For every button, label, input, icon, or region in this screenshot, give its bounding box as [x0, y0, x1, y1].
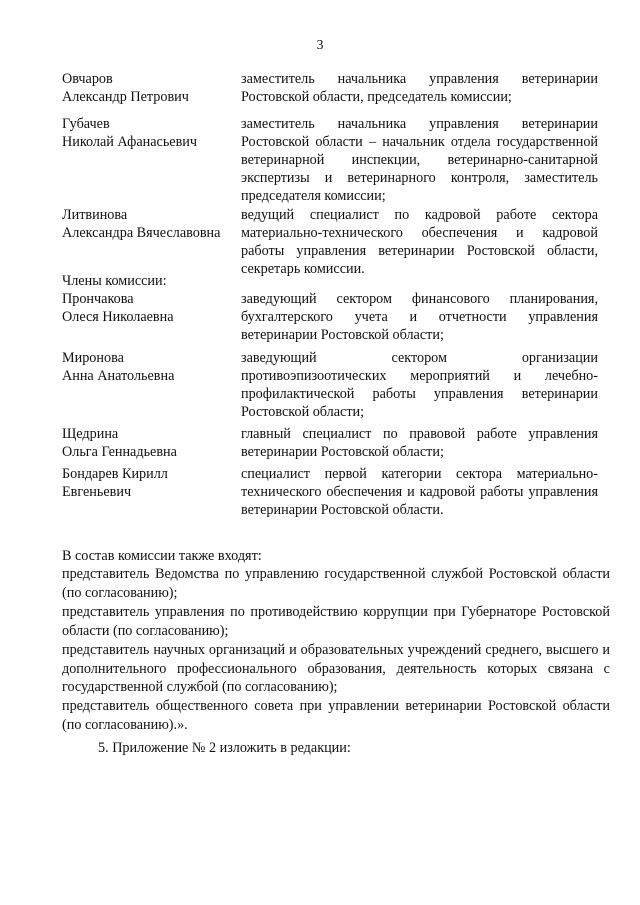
member-role: заведующий сектором организации противоэпизоотических мероприятий и лечебно-профилактической работы управления ветеринарии Ростовской области;	[241, 350, 598, 420]
member-name-line: Ольга Геннадьевна	[62, 444, 177, 460]
member-name-line: Бондарев Кирилл	[62, 466, 168, 482]
member-name-line: Прончакова	[62, 291, 134, 307]
member-name-line: Александра Вячеславовна	[62, 225, 221, 241]
also-included-label: В состав комиссии также входят:	[62, 548, 262, 564]
member-role: специалист первой категории сектора материально-технического обеспечения и кадровой работы управления ветеринарии Ростовской области.	[241, 466, 598, 518]
member-name-line: Миронова	[62, 350, 124, 366]
member-name	[62, 70, 237, 106]
member-name-line: Александр Петрович	[62, 89, 189, 105]
member-name	[62, 465, 237, 501]
member-name-line: Губачев	[62, 116, 110, 132]
member-name-line: Евгеньевич	[62, 484, 132, 500]
also-included-item: представитель научных организаций и образовательных учреждений среднего, высшего и дополнительного профессионального образования, деятельность которых связана с государственной службой (по согласованию);	[62, 642, 610, 695]
member-name-line: Литвинова	[62, 207, 128, 223]
member-role: заведующий сектором финансового планирования, бухгалтерского учета и отчетности управления ветеринарии Ростовской области;	[241, 291, 598, 343]
member-role: ведущий специалист по кадровой работе сектора материально-технического обеспечения и кадровой работы управления ветеринарии Ростовской области, секретарь комиссии.	[241, 207, 598, 277]
member-name	[62, 206, 237, 242]
members-label: Члены комиссии:	[62, 273, 167, 289]
member-role: заместитель начальника управления ветеринарии Ростовской области, председатель комиссии;	[241, 71, 598, 105]
member-role: заместитель начальника управления ветеринарии Ростовской области – начальник отдела государственной ветеринарной инспекции, ветеринарно-санитарной экспертизы и ветеринарного контроля, заместитель председателя комиссии;	[241, 116, 598, 204]
member-role: главный специалист по правовой работе управления ветеринарии Ростовской области;	[241, 426, 598, 460]
member-name-line: Овчаров	[62, 71, 113, 87]
member-name	[62, 115, 237, 151]
member-name	[62, 425, 237, 461]
member-name	[62, 349, 237, 385]
member-name-line: Щедрина	[62, 426, 119, 442]
page-number: 3	[316, 38, 324, 53]
member-name	[62, 290, 237, 326]
also-included-item: представитель управления по противодействию коррупции при Губернаторе Ростовской области (по согласованию);	[62, 604, 610, 639]
member-name-line: Олеся Николаевна	[62, 309, 174, 325]
also-included-item: представитель Ведомства по управлению государственной службой Ростовской области (по согласованию);	[62, 566, 610, 601]
member-name-line: Анна Анатольевна	[62, 368, 175, 384]
also-included-item: представитель общественного совета при управлении ветеринарии Ростовской области (по согласованию).».	[62, 698, 610, 733]
member-name-line: Николай Афанасьевич	[62, 134, 198, 150]
closing-item: 5. Приложение № 2 изложить в редакции:	[98, 740, 351, 756]
